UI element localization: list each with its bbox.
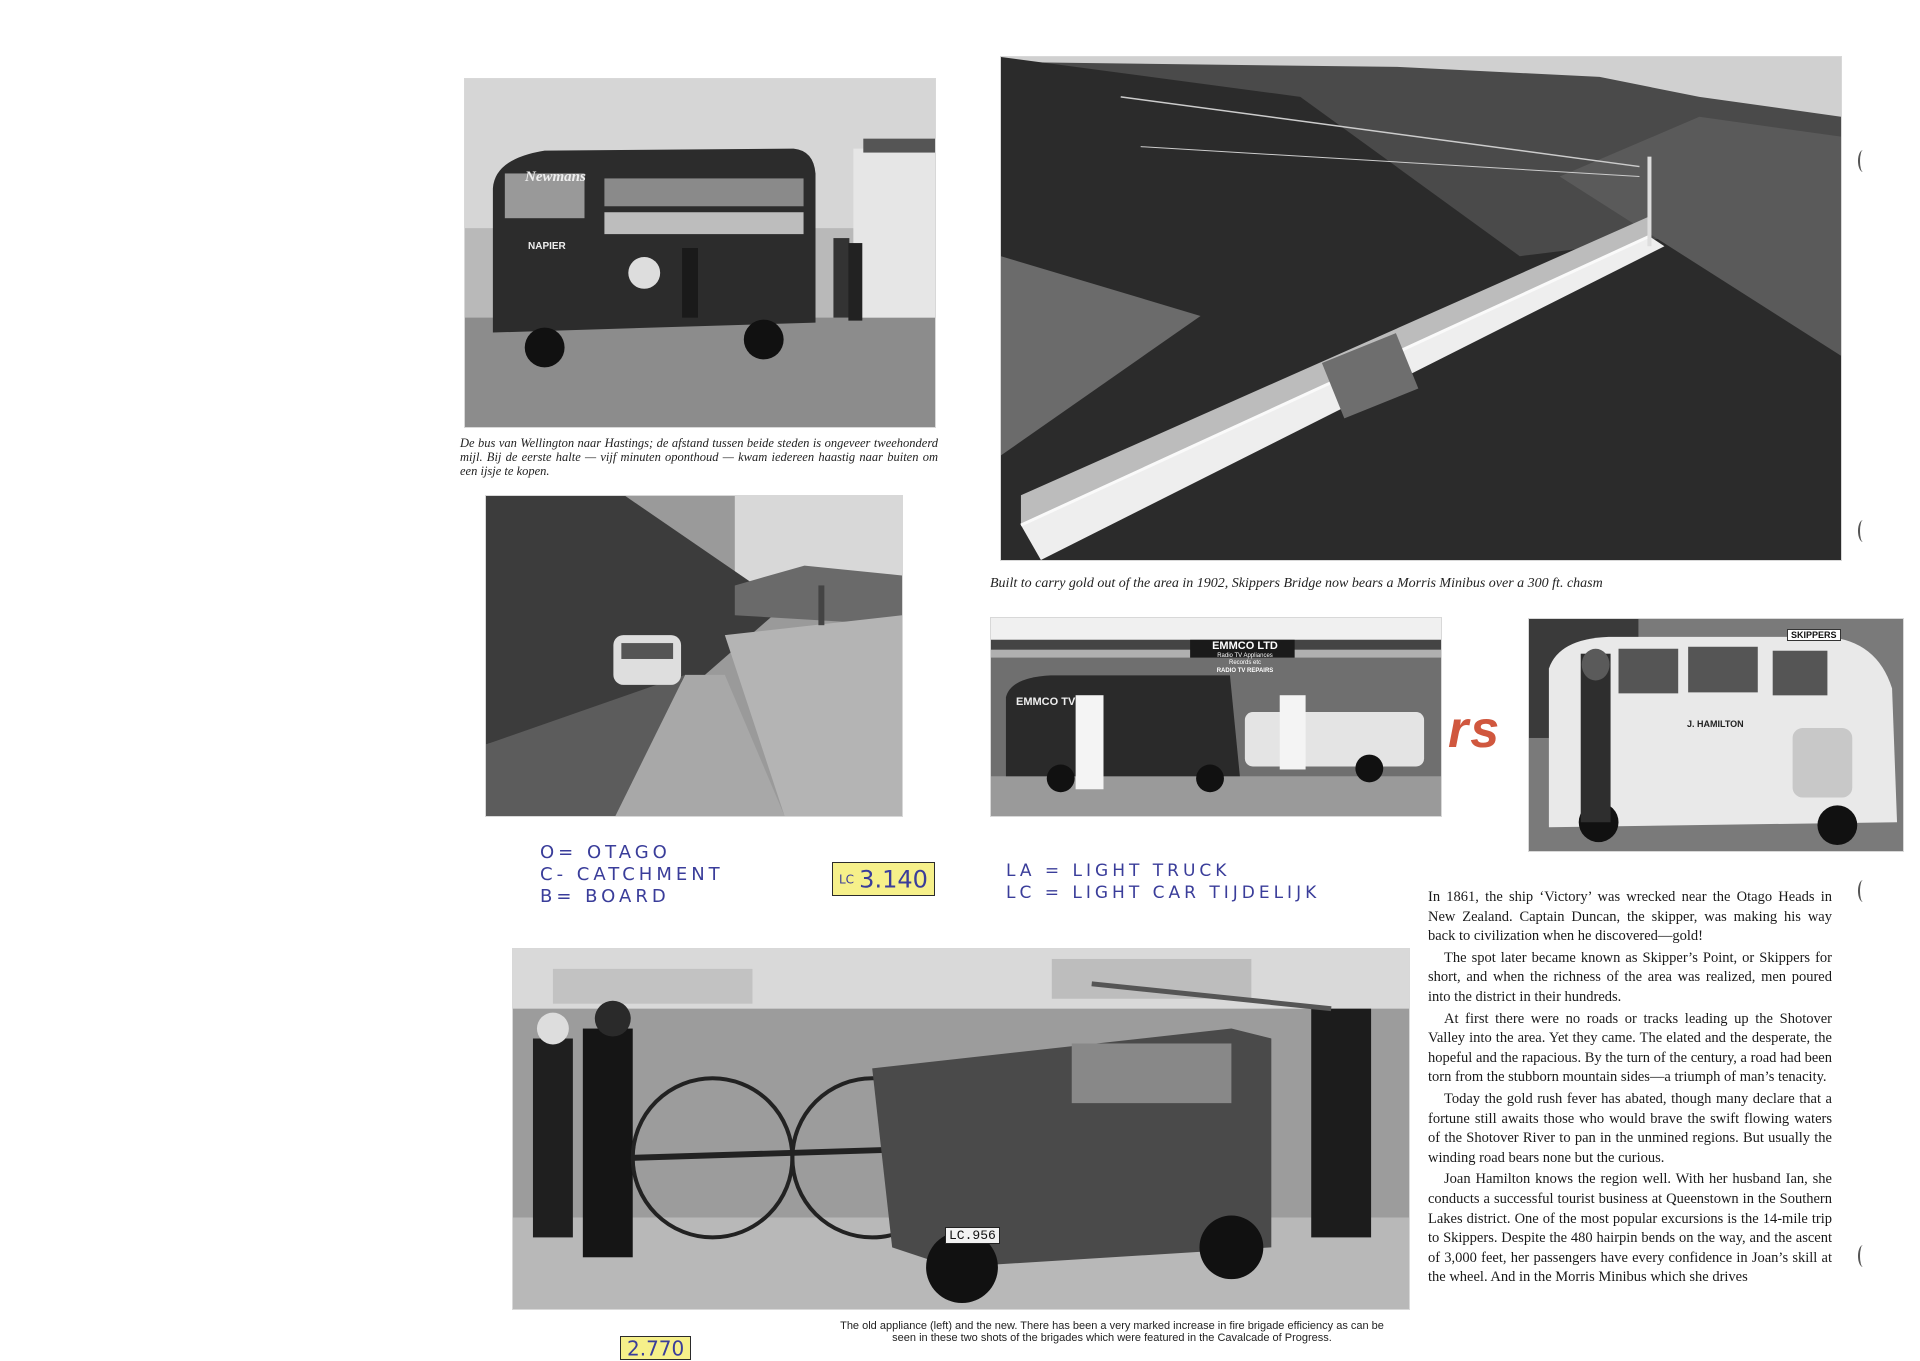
article-paragraph: At first there were no roads or tracks leading up the Shotover Valley into the area. Yet they came. The elated and the desperate, the hopeful and the rapacious. By the turn of the century, a road had been torn from the stubborn mountain sides—a triumph of man’s tenacity. [1428,1010,1832,1086]
article-paragraph: In 1861, the ship ‘Victory’ was wrecked near the Otago Heads in New Zealand. Captain Duncan, the skipper, was making his way back to civilization when he discovered—gold! [1428,889,1832,945]
article-paragraph: Joan Hamilton knows the region well. With her husband Ian, she conducts a successful tourist business at Queenstown in the Southern Lakes district. One of the most popular excursions is the 14-mile trip to Skippers. Despite the 480 hairpin bends on the way, and the ascent of 3,000 feet, her passengers have every confidence in Joan’s skill at the wheel. And in the Morris Minibus which she drives [1428,1171,1832,1286]
article-paragraph: The spot later became known as Skipper’s Point, or Skippers for short, and when the richness of the area was realized, men poured into the district in their hundreds. [1428,949,1832,1005]
emmco-sign-line3: Records etc [1228,660,1261,666]
bridge-photo [1000,56,1842,561]
bus-photo [464,78,936,428]
binder-ring-mark [1858,880,1868,902]
bridge-caption: Built to carry gold out of the area in 1902, Skippers Bridge now bears a Morris Minibus over a 300 ft. chasm [990,576,1603,591]
bus-name-text: Newmans [525,169,586,185]
occ-line-otago: O= OTAGO [540,842,671,863]
binder-ring-mark [1858,520,1868,542]
sticker-prefix: LC [839,872,855,887]
binder-ring-mark [1858,150,1868,172]
emmco-sign-line2: Radio TV Appliances [1217,653,1273,659]
bus-caption: De bus van Wellington naar Hastings; de afstand tussen beide steden is ongeveer tweehonderd mijl. Bij de eerste halte — vijf minuten oponthoud — kwam iedereen haastig naar buiten om een ijsje te kopen. [460,436,938,478]
fire-brigade-caption: The old appliance (left) and the new. There has been a very marked increase in fire brigade efficiency as can be seen in these two shots of the brigades which were featured in the Cavalcade of Progress. [840,1320,1384,1344]
emmco-sign-line4: RADIO TV REPAIRS [1216,668,1274,674]
skippers-article [1428,888,1832,1290]
red-headline-fragment: rs [1448,701,1502,759]
fire-brigade-photo [512,948,1410,1310]
emmco-shop-photo [990,617,1442,817]
fire-truck-plate: LC.956 [945,1227,1000,1244]
bus-destination-text: NAPIER [528,241,566,252]
emmco-sign-line1: EMMCO LTD [1212,640,1278,652]
article-paragraph: Today the gold rush fever has abated, though many declare that a fortune still awaits those who would brave the swift flowing waters of the Shotover River to pan in the unmined regions. But usually the winding road bears none but the curious. [1428,1090,1832,1166]
occ-line-board: B= BOARD [540,886,670,907]
minibus-door-text: J. HAMILTON [1687,719,1744,729]
river-road-photo [485,495,903,817]
binder-ring-mark [1858,1245,1868,1267]
sticker-bottom-number: 2.770 [627,1336,685,1361]
minibus-roof-sign: SKIPPERS [1787,629,1841,641]
lc-light-car-line: LC = LIGHT CAR TIJDELIJK [1006,883,1321,903]
la-light-truck-line: LA = LIGHT TRUCK [1006,861,1231,881]
sticker-number: 3.140 [859,865,928,894]
occ-abbreviations-note [540,842,724,908]
lc-number-sticker [832,862,935,896]
la-lc-legend-note [1006,860,1320,904]
lc-number-sticker-bottom [620,1336,691,1360]
minibus-photo [1528,618,1904,852]
emmco-van-text: EMMCO TV [1016,696,1076,708]
occ-line-catchment: C- CATCHMENT [540,864,724,885]
